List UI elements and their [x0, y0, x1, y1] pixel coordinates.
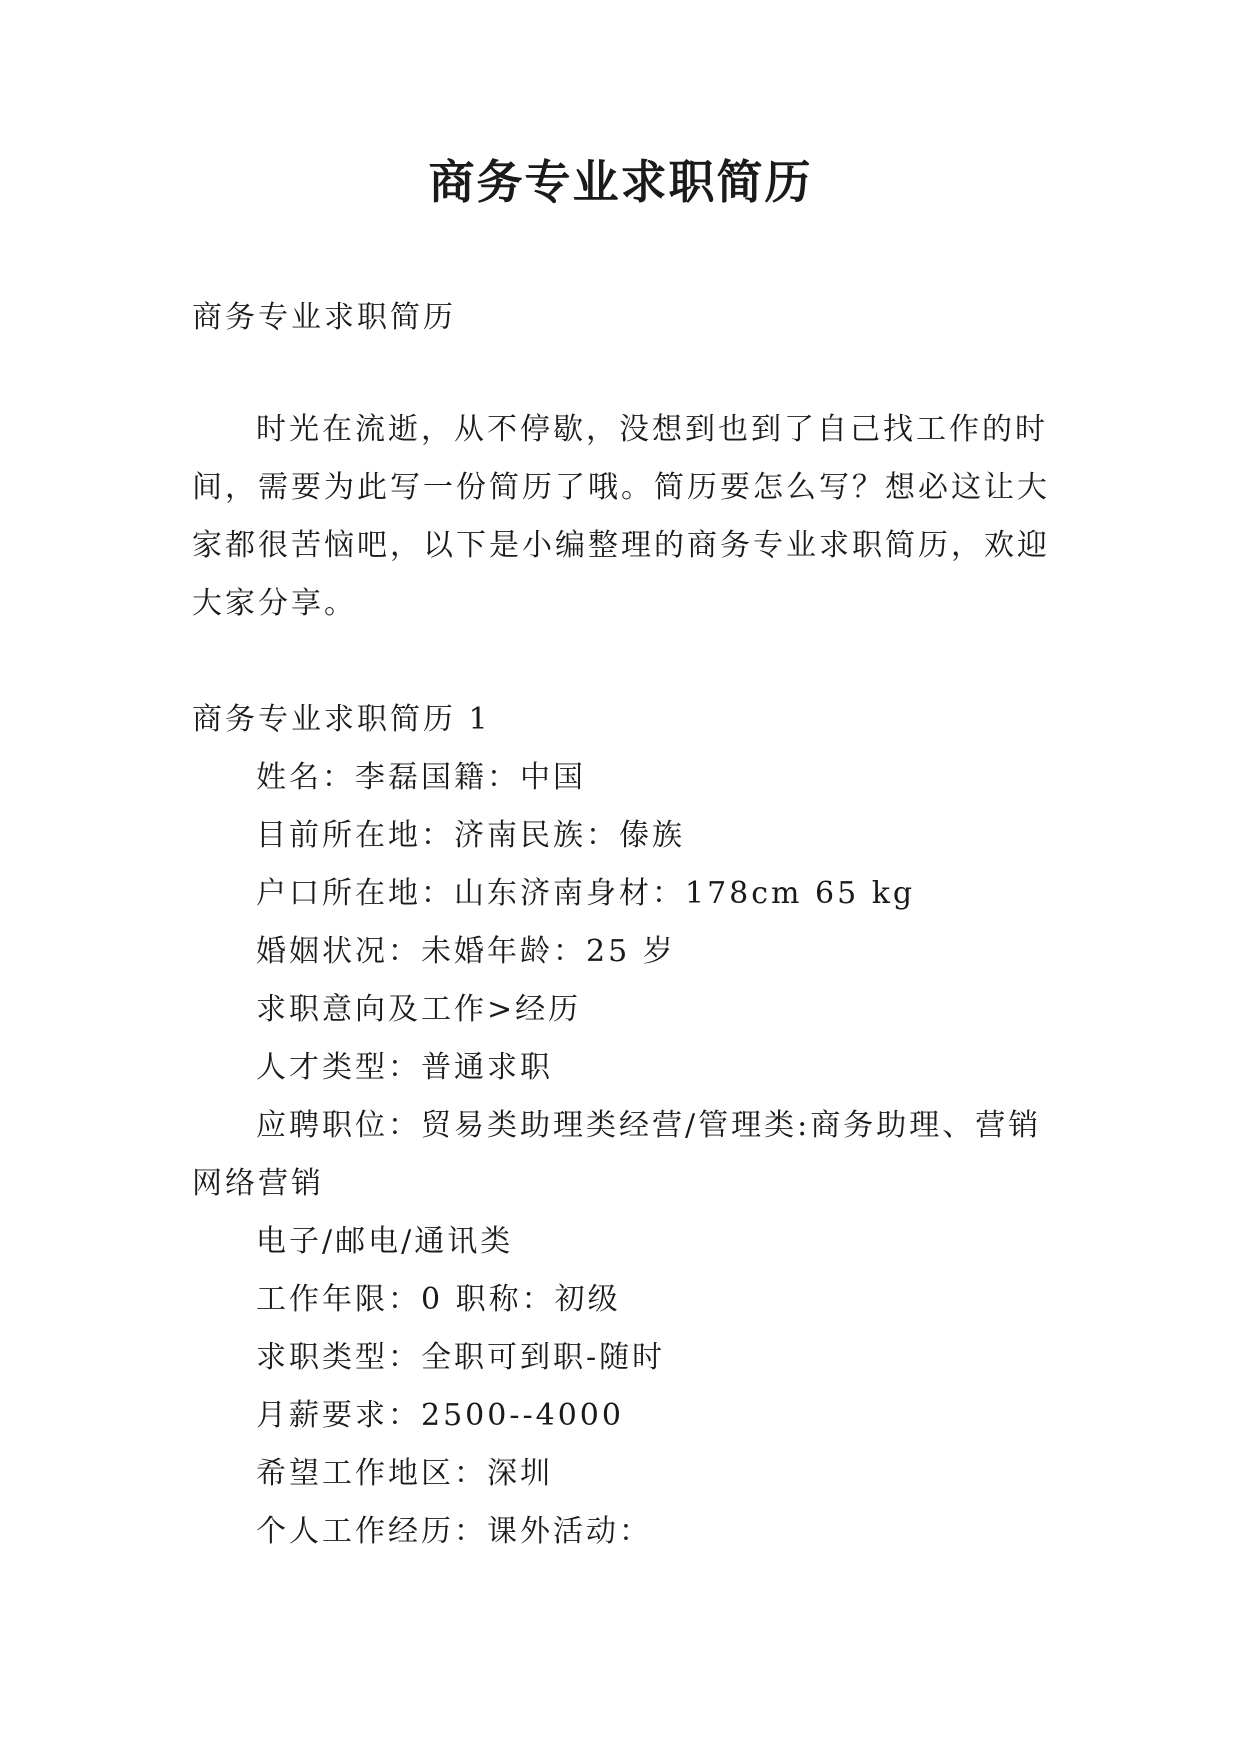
- resume-line-marital: 婚姻状况：未婚年龄：25 岁: [256, 934, 676, 969]
- resume-line-experience: 个人工作经历：课外活动：: [256, 1514, 652, 1549]
- document-title: 商务专业求职简历: [428, 155, 813, 209]
- resume-line-years: 工作年限：0 职称：初级: [256, 1282, 621, 1317]
- intro-line-2: 间，需要为此写一份简历了哦。简历要怎么写？想必这让大: [192, 470, 1050, 505]
- resume-line-name: 姓名：李磊国籍：中国: [256, 760, 586, 795]
- section-heading: 商务专业求职简历 1: [192, 702, 491, 737]
- intro-line-3: 家都很苦恼吧，以下是小编整理的商务专业求职简历，欢迎: [192, 528, 1050, 563]
- resume-line-location: 目前所在地：济南民族：傣族: [256, 818, 685, 853]
- resume-line-industry: 电子/邮电/通讯类: [256, 1224, 514, 1259]
- resume-line-intention: 求职意向及工作>经历: [256, 992, 582, 1027]
- resume-line-job-type: 求职类型：全职可到职-随时: [256, 1340, 666, 1375]
- resume-line-position-cont: 网络营销: [192, 1166, 324, 1201]
- resume-line-talent-type: 人才类型：普通求职: [256, 1050, 553, 1085]
- resume-line-hukou: 户口所在地：山东济南身材：178cm 65 kg: [256, 876, 916, 911]
- intro-line-1: 时光在流逝，从不停歇，没想到也到了自己找工作的时: [256, 412, 1048, 447]
- intro-line-4: 大家分享。: [192, 586, 357, 621]
- resume-line-work-area: 希望工作地区：深圳: [256, 1456, 553, 1491]
- resume-line-salary: 月薪要求：2500--4000: [256, 1398, 624, 1433]
- document-subtitle: 商务专业求职简历: [192, 300, 456, 335]
- resume-line-position: 应聘职位：贸易类助理类经营/管理类:商务助理、营销: [256, 1108, 1042, 1143]
